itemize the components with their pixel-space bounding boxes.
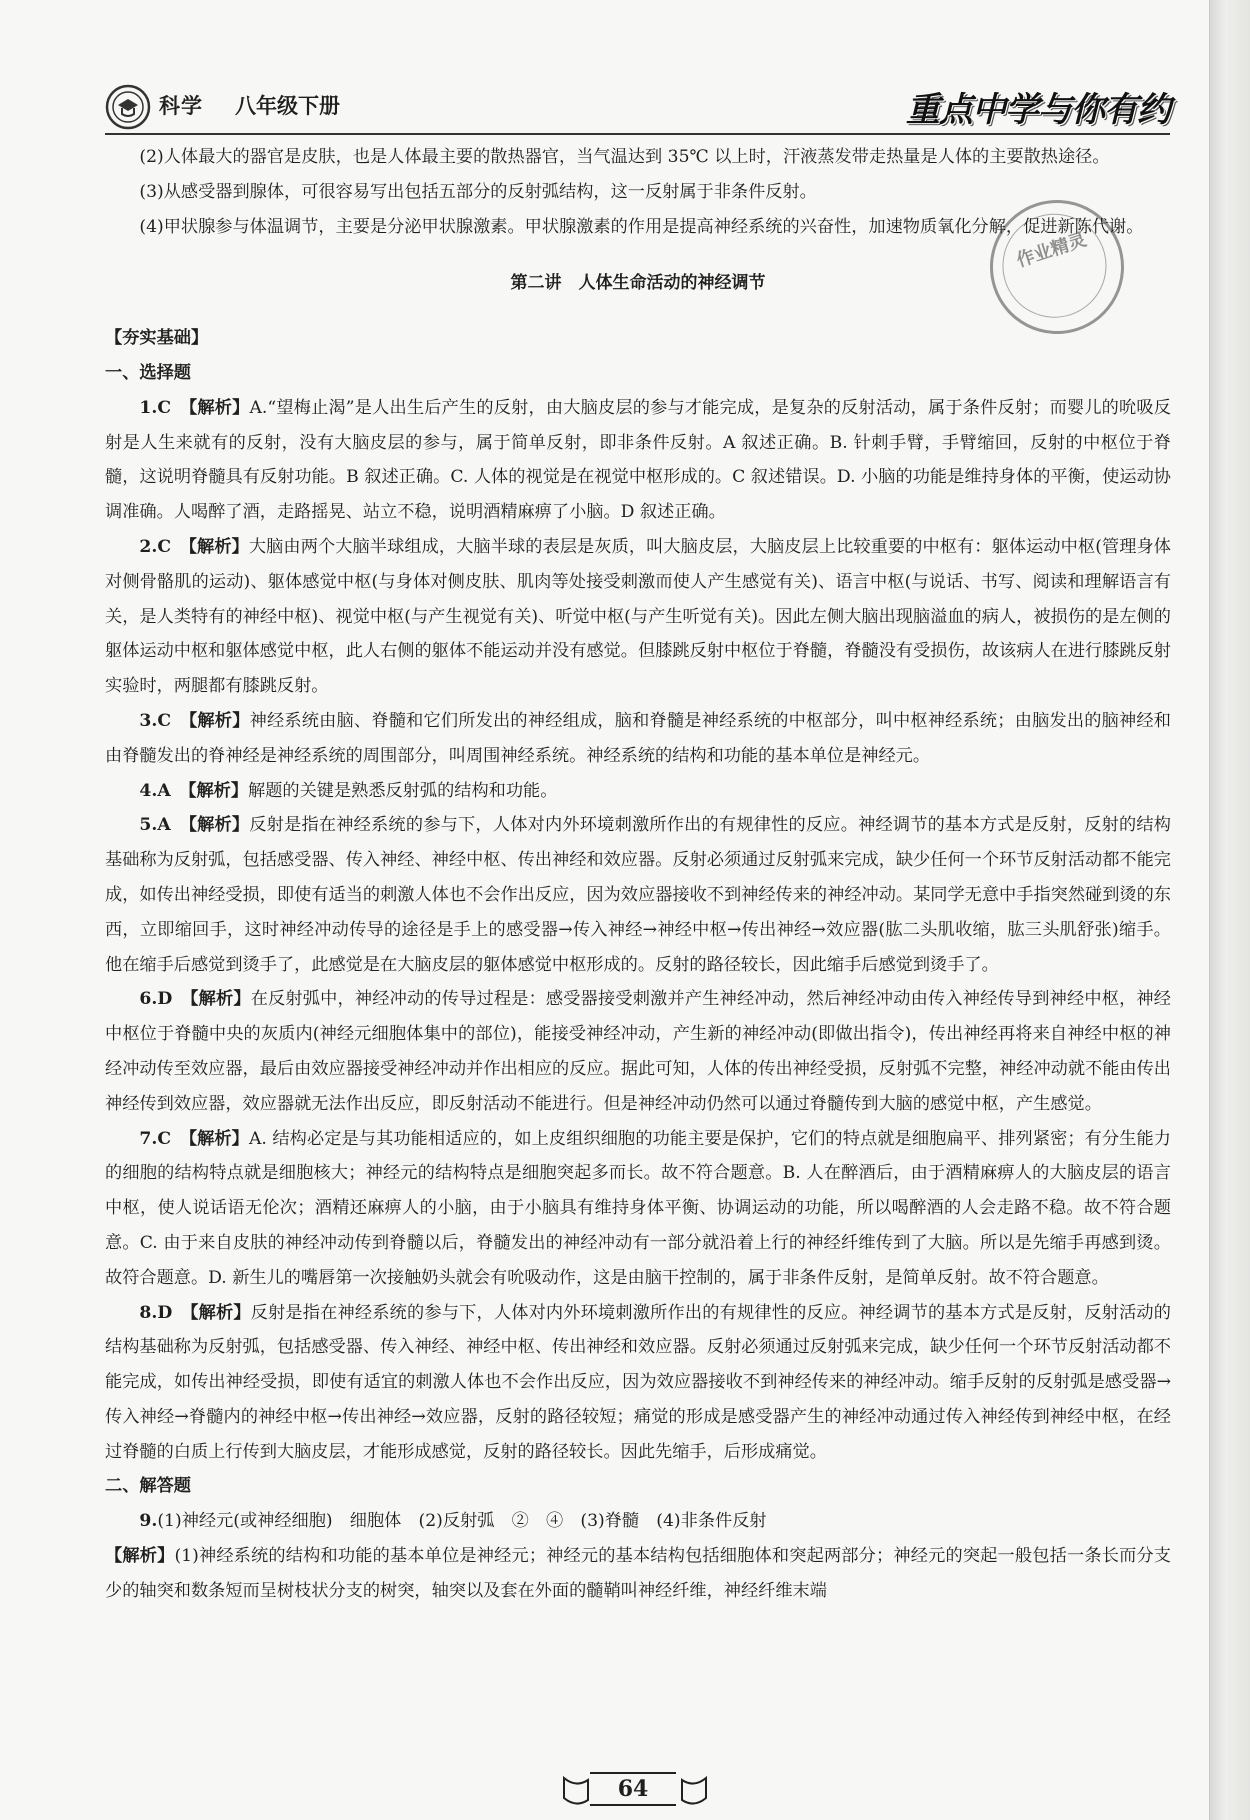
item-answer: A	[157, 780, 171, 801]
q9-answer-text: (1)神经元(或神经细胞) 细胞体 (2)反射弧 ② ④ (3)脊髓 (4)非条件反射	[157, 1511, 767, 1532]
header-subject: 科学	[159, 94, 203, 118]
item-number: 9.	[139, 1511, 158, 1532]
analysis-tag: 【解析】	[189, 1302, 251, 1323]
item-answer: D	[157, 989, 173, 1010]
item-answer: C	[157, 710, 172, 731]
analysis-tag: 【解析】	[187, 780, 249, 801]
item-text: 解题的关键是熟悉反射弧的结构和功能。	[248, 780, 558, 801]
answer-item	[105, 530, 1171, 704]
item-text: A. 结构必定是与其功能相适应的，如上皮组织细胞的功能主要是保护，它们的特点就是细胞扁平、排列紧密；有分生能力的细胞的结构特点就是细胞核大；神经元的结构特点是细胞突起多而长。故不符合题意。B. 人在醉酒后，由于酒精麻痹人的大脑皮层的语言中枢，使人说话语无伦次；酒精还麻痹人的小脑，由于小脑具有维持身体平衡、协调运动的功能，所以喝醉酒的人会走路不稳。故不符合题意。C. 由于来自皮肤的神经冲动传到脊髓以后，脊髓发出的神经冲动有一部分就沿着上行的神经纤维传到了大脑。所以是先缩手再感到烫。故符合题意。D. 新生儿的嘴唇第一次接触奶头就会有吮吸动作，这是由脑干控制的，属于非条件反射，是简单反射。故不符合题意。	[105, 1128, 1171, 1288]
item-answer: C	[157, 536, 172, 557]
item-text: A.“望梅止渴”是人出生后产生的反射，由大脑皮层的参与才能完成，是复杂的反射活动，属于条件反射；而婴儿的吮吸反射是人生来就有的反射，没有大脑皮层的参与，属于简单反射，即非条件反射。A 叙述正确。B. 针刺手臂，手臂缩回，反射的中枢位于脊髓，这说明脊髓具有反射功能。B 叙述正确。C. 人体的视觉是在视觉中枢形成的。C 叙述错误。D. 小脑的功能是维持身体的平衡，使运动协调准确。人喝醉了酒，走路摇晃、站立不稳，说明酒精麻痹了小脑。D 叙述正确。	[105, 397, 1171, 523]
analysis-tag: 【解析】	[188, 815, 250, 836]
item-answer: C	[157, 397, 172, 418]
item-number: 6.	[139, 989, 158, 1010]
header-grade: 八年级下册	[235, 94, 340, 118]
item-text: 神经系统由脑、脊髓和它们所发出的神经组成，脑和脊髓是神经系统的中枢部分，叫中枢神经系统；由脑发出的脑神经和由脊髓发出的脊神经是神经系统的周围部分，叫周围神经系统。神经系统的结构和功能的基本单位是神经元。	[105, 710, 1171, 766]
q9-answer	[105, 1504, 1171, 1539]
intro-paragraph: (3)从感受器到腺体，可很容易写出包括五部分的反射弧结构，这一反射属于非条件反射。	[139, 181, 817, 202]
item-number: 7.	[139, 1128, 158, 1149]
header-brand: 重点中学与你有约	[906, 90, 1170, 130]
item-number: 4.	[139, 780, 158, 801]
answer-item	[105, 704, 1171, 774]
analysis-tag: 【解析】	[188, 397, 250, 418]
answer-item	[105, 1122, 1171, 1296]
q9-analysis	[105, 1539, 1171, 1609]
answer-item	[105, 808, 1171, 982]
item-number: 5.	[139, 815, 158, 836]
item-text: 反射是指在神经系统的参与下，人体对内外环境刺激所作出的有规律性的反应。神经调节的基本方式是反射，反射活动的结构基础称为反射弧，包括感受器、传入神经、神经中枢、传出神经和效应器。反射必须通过反射弧来完成，缺少任何一个环节反射活动都不能完成，如传出神经受损，即使有适宜的刺激人体也不会作出反应，因为效应器接收不到神经传来的神经冲动。缩手反射的反射弧是感受器→传入神经→脊髓内的神经中枢→传出神经→效应器，反射的路径较短；痛觉的形成是感受器产生的神经冲动通过传入神经传到神经中枢，在经过脊髓的白质上行传到大脑皮层，才能形成感觉，反射的路径较长。因此先缩手，后形成痛觉。	[105, 1302, 1171, 1462]
item-number: 2.	[139, 536, 158, 557]
page-footer	[560, 1770, 710, 1808]
torn-page-edge	[1209, 0, 1250, 1820]
lecture-title: 第二讲 人体生命活动的神经调节	[510, 273, 766, 294]
item-text: 大脑由两个大脑半球组成，大脑半球的表层是灰质，叫大脑皮层，大脑皮层上比较重要的中枢有：躯体运动中枢(管理身体对侧骨骼肌的运动)、躯体感觉中枢(与身体对侧皮肤、肌肉等处接受刺激而使人产生感觉有关)、语言中枢(与说话、书写、阅读和理解语言有关，是人类特有的神经中枢)、视觉中枢(与产生视觉有关)、听觉中枢(与产生听觉有关)。因此左侧大脑出现脑溢血的病人，被损伤的是左侧的躯体运动中枢和躯体感觉中枢，此人右侧的躯体不能运动并没有感觉。但膝跳反射中枢位于脊髓，脊髓没有受损伤，故该病人在进行膝跳反射实验时，两腿都有膝跳反射。	[105, 536, 1171, 697]
header-rule	[105, 133, 1170, 135]
analysis-tag: 【解析】	[188, 710, 250, 731]
section-label: 【夯实基础】	[105, 328, 209, 349]
analysis-tag: 【解析】	[189, 989, 251, 1010]
item-text: 在反射弧中，神经冲动的传导过程是：感受器接受刺激并产生神经冲动，然后神经冲动由传入神经传导到神经中枢，神经中枢位于脊髓中央的灰质内(神经元细胞体集中的部位)，能接受神经冲动，产生新的神经冲动(即做出指令)，传出神经再将来自神经中枢的神经冲动传至效应器，最后由效应器接受神经冲动并作出相应的反应。据此可知，人体的传出神经受损，反射弧不完整，神经冲动就不能由传出神经传到效应器，效应器就无法作出反应，即反射活动不能进行。但是神经冲动仍然可以通过脊髓传到大脑的感觉中枢，产生感觉。	[105, 989, 1171, 1114]
item-answer: A	[157, 815, 171, 836]
item-number: 3.	[139, 710, 158, 731]
school-logo-icon	[105, 84, 151, 130]
answer-item	[105, 774, 1171, 809]
item-text: 反射是指在神经系统的参与下，人体对内外环境刺激所作出的有规律性的反应。神经调节的基本方式是反射，反射的结构基础称为反射弧，包括感受器、传入神经、神经中枢、传出神经和效应器。反射必须通过反射弧来完成，缺少任何一个环节反射活动都不能完成，如传出神经受损，即使有适当的刺激人体也不会作出反应，因为效应器接收不到神经传来的神经冲动。某同学无意中手指突然碰到烫的东西，立即缩回手，这时神经冲动传导的途径是手上的感受器→传入神经→神经中枢→传出神经→效应器(肱二头肌收缩，肱三头肌舒张)缩手。他在缩手后感觉到烫手了，此感觉是在大脑皮层的躯体感觉中枢形成的。反射的路径较长，因此缩手后感觉到烫手了。	[105, 815, 1171, 975]
answer-item	[105, 982, 1171, 1121]
analysis-tag: 【解析】	[105, 1546, 175, 1567]
answer-item	[105, 1296, 1171, 1470]
part2-label: 二、解答题	[105, 1476, 191, 1497]
q9-analysis-text: (1)神经系统的结构和功能的基本单位是神经元；神经元的基本结构包括细胞体和突起两部分；神经元的突起一般包括一条长而分支少的轴突和数条短而呈树枝状分支的树突，轴突以及套在外面的髓鞘叫神经纤维，神经纤维末端	[105, 1546, 1171, 1601]
page-header	[105, 80, 1170, 135]
intro-paragraph: (4)甲状腺参与体温调节，主要是分泌甲状腺激素。甲状腺激素的作用是提高神经系统的兴奋性，加速物质氧化分解，促进新陈代谢。	[139, 216, 1144, 237]
analysis-tag: 【解析】	[188, 1128, 249, 1149]
item-number: 1.	[139, 397, 158, 418]
answer-item	[105, 391, 1171, 530]
stamp-text: 作业精灵	[1014, 229, 1090, 272]
item-number: 8.	[139, 1302, 158, 1323]
analysis-tag: 【解析】	[188, 536, 249, 557]
part1-label: 一、选择题	[105, 362, 191, 383]
intro-paragraph: (2)人体最大的器官是皮肤，也是人体最主要的散热器官，当气温达到 35℃ 以上时，汗液蒸发带走热量是人体的主要散热途径。	[139, 147, 1110, 167]
item-answer: C	[157, 1128, 172, 1149]
item-answer: D	[157, 1302, 173, 1323]
answer-content	[105, 140, 1171, 1609]
page-number: 64	[617, 1776, 649, 1802]
